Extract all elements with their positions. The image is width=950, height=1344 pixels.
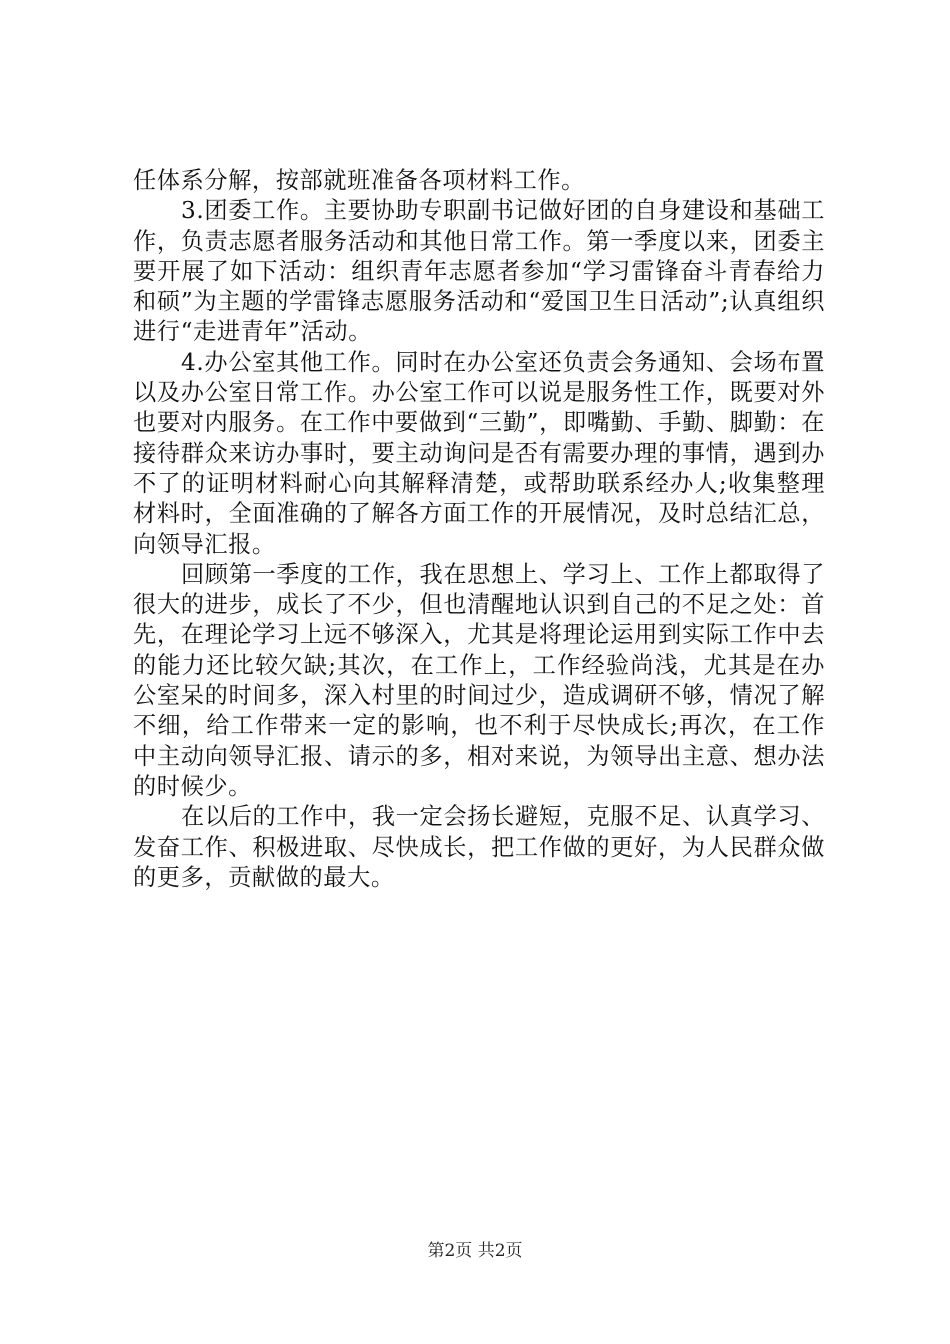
paragraph-continuation: 任体系分解，按部就班准备各项材料工作。 bbox=[133, 167, 585, 194]
paragraph-league-work: 3.团委工作。主要协助专职副书记做好团的自身建设和基础工作，负责志愿者服务活动和其他日常工作。第一季度以来，团委主要开展了如下活动：组织青年志愿者参加“学习雷锋奋斗青春给力和硕”为主题的学雷锋志愿服务活动和“爱国卫生日活动”;认真组织进行“走进青年”活动。 bbox=[133, 197, 825, 346]
document-body bbox=[133, 166, 825, 893]
paragraph-office-work: 4.办公室其他工作。同时在办公室还负责会务通知、会场布置以及办公室日常工作。办公室工作可以说是服务性工作，既要对外也要对内服务。在工作中要做到“三勤”，即嘴勤、手勤、脚勤：在接待群众来访办事时，要主动询问是否有需要办理的事情，遇到办不了的证明材料耐心向其解释清楚，或帮助联系经办人;收集整理材料时，全面准确的了解各方面工作的开展情况，及时总结汇总，向领导汇报。 bbox=[133, 348, 825, 558]
paragraph-future: 在以后的工作中，我一定会扬长避短，克服不足、认真学习、发奋工作、积极进取、尽快成长，把工作做的更好，为人民群众做的更多，贡献做的最大。 bbox=[133, 803, 825, 891]
page-footer: 第2页 共2页 bbox=[427, 1241, 523, 1261]
paragraph-review: 回顾第一季度的工作，我在思想上、学习上、工作上都取得了很大的进步，成长了不少，但也清醒地认识到自己的不足之处：首先，在理论学习上远不够深入，尤其是将理论运用到实际工作中去的能力还比较欠缺;其次，在工作上，工作经验尚浅，尤其是在办公室呆的时间多，深入村里的时间过少，造成调研不够，情况了解不细，给工作带来一定的影响，也不利于尽快成长;再次，在工作中主动向领导汇报、请示的多，相对来说，为领导出主意、想办法的时候少。 bbox=[133, 560, 825, 800]
